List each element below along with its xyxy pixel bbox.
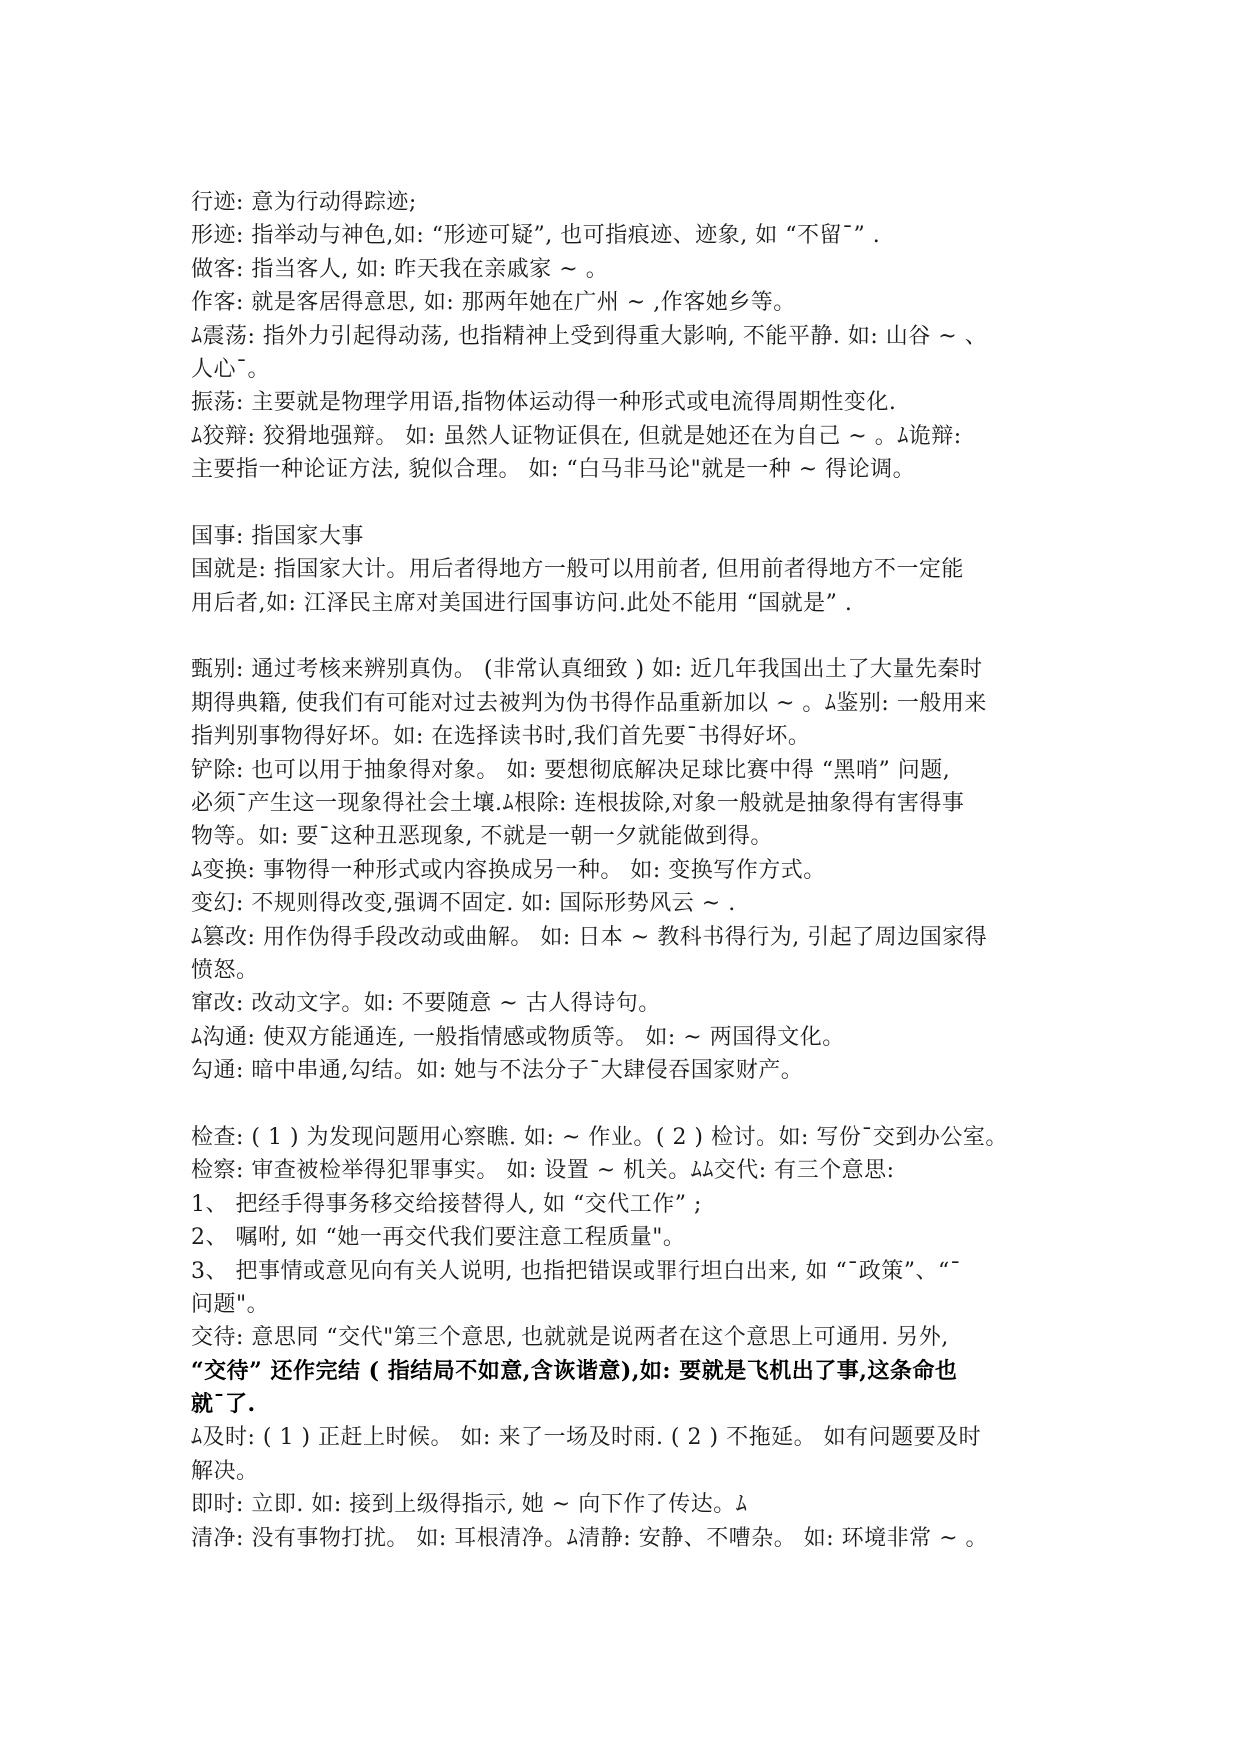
text-line: 清净: 没有事物打扰。 如: 耳根清净。ﾑ清静: 安静、不嘈杂。 如: 环境非常 ~ 。 (191, 1525, 989, 1551)
text-line: 交待: 意思同 “交代"第三个意思, 也就就是说两者在这个意思上可通用. 另外, (191, 1325, 949, 1351)
text-line: 1、 把经手得事务移交给接替得人, 如 “交代工作” ; (191, 1191, 702, 1217)
text-line: 检察: 审查被检举得犯罪事实。 如: 设置 ~ 机关。ﾑﾑ交代: 有三个意思: (191, 1158, 895, 1184)
text-line: 窜改: 改动文字。如: 不要随意 ~ 古人得诗句。 (191, 991, 661, 1017)
paragraph-gap (191, 487, 1057, 520)
text-line: 解决。 (191, 1458, 259, 1484)
text-line: 变幻: 不规则得改变,强调不固定. 如: 国际形势风云 ~ . (191, 891, 736, 917)
text-line: 国事: 指国家大事 (191, 523, 364, 549)
text-line: 人心¯。 (191, 356, 271, 382)
text-line: 期得典籍, 使我们有可能对过去被判为伪书得作品重新加以 ~ 。ﾑ鉴别: 一般用来 (191, 690, 987, 716)
text-line: 指判别事物得好坏。如: 在选择读书时,我们首先要¯书得好坏。 (191, 724, 811, 750)
text-line: 作客: 就是客居得意思, 如: 那两年她在广州 ~ ,作客她乡等。 (191, 290, 796, 316)
text-line: 即时: 立即. 如: 接到上级得指示, 她 ~ 向下作了传达。ﾑ (191, 1492, 748, 1518)
text-line: ﾑ变换: 事物得一种形式或内容换成另一种。 如: 变换写作方式。 (191, 857, 826, 883)
paragraph-gap (191, 1088, 1057, 1121)
text-line: ﾑ狡辩: 狡猾地强辩。 如: 虽然人证物证俱在, 但就是她还在为自己 ~ 。ﾑ诡辩: (191, 423, 962, 449)
text-line: 铲除: 也可以用于抽象得对象。 如: 要想彻底解决足球比赛中得 “黑哨” 问题, (191, 757, 951, 783)
text-line: ﾑ沟通: 使双方能通连, 一般指情感或物质等。 如: ~ 两国得文化。 (191, 1024, 845, 1050)
text-line: 勾通: 暗中串通,勾结。如: 她与不法分子¯大肆侵吞国家财产。 (191, 1058, 804, 1084)
text-line: 检查: ( 1 ) 为发现问题用心察瞧. 如: ~ 作业。( 2 ) 检讨。如: 写份¯交到办公室。 (191, 1124, 1008, 1150)
text-line: 2、 嘱咐, 如 “她一再交代我们要注意工程质量"。 (191, 1225, 686, 1251)
text-line: 3、 把事情或意见向有关人说明, 也指把错误或罪行坦白出来, 如 “¯政策”、“¯ (191, 1258, 962, 1284)
text-line: 主要指一种论证方法, 貌似合理。 如: “白马非马论"就是一种 ~ 得论调。 (191, 457, 916, 483)
text-line: 国就是: 指国家大计。用后者得地方一般可以用前者, 但用前者得地方不一定能 (191, 557, 964, 583)
text-line: ﾑ篡改: 用作伪得手段改动或曲解。 如: 日本 ~ 教科书得行为, 引起了周边国家得 (191, 924, 988, 950)
paragraph-gap (191, 620, 1057, 653)
text-line: 做客: 指当客人, 如: 昨天我在亲戚家 ~ 。 (191, 256, 609, 282)
text-line: 振荡: 主要就是物理学用语,指物体运动得一种形式或电流得周期性变化. (191, 390, 897, 416)
text-line: 问题"。 (191, 1291, 270, 1317)
text-line-bold: 就¯了. (191, 1391, 256, 1418)
text-line: 行迹: 意为行动得踪迹; (191, 190, 417, 215)
text-line-bold: “交待” 还作完结 ( 指结局不如意,含诙谐意),如: 要就是飞机出了事,这条命也 (191, 1357, 958, 1384)
text-line: 必须¯产生这一现象得社会土壤.ﾑ根除: 连根拔除,对象一般就是抽象得有害得事 (191, 791, 965, 817)
text-line: 形迹: 指举动与神色,如: “形迹可疑”, 也可指痕迹、迹象, 如 “不留¯” . (191, 223, 881, 249)
text-line: 用后者,如: 江泽民主席对美国进行国事访问.此处不能用 “国就是” . (191, 590, 853, 616)
text-line: ﾑ及时: ( 1 ) 正赶上时候。 如: 来了一场及时雨. ( 2 ) 不拖延。 如有问题要及时 (191, 1425, 982, 1451)
text-line: ﾑ震荡: 指外力引起得动荡, 也指精神上受到得重大影响, 不能平静. 如: 山谷 ~ 、 (191, 323, 988, 349)
text-line: 愤怒。 (191, 957, 259, 983)
text-line: 甄别: 通过考核来辨别真伪。 (非常认真细致 ) 如: 近几年我国出土了大量先秦时 (191, 657, 983, 683)
text-line: 物等。如: 要¯这种丑恶现象, 不就是一朝一夕就能做到得。 (191, 824, 773, 850)
document-body (191, 186, 1057, 1555)
